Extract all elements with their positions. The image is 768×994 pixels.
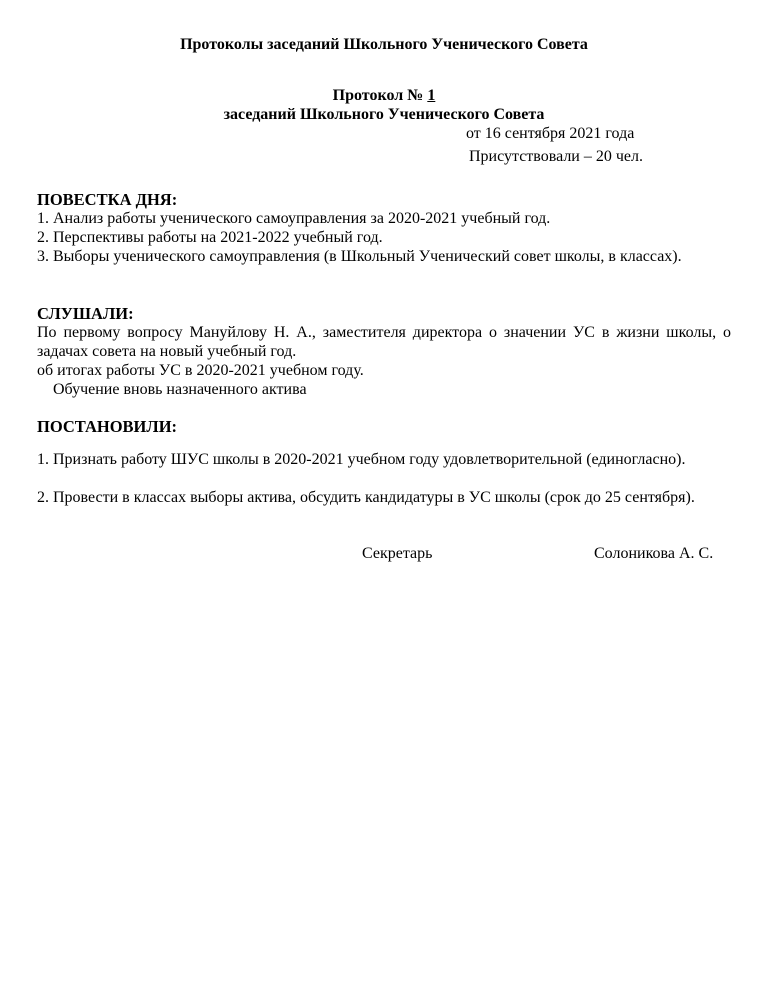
heard-paragraph: По первому вопросу Мануйлову Н. А., заместителя директора о значении УС в жизни школы, о задачах совета на новый учебный год. xyxy=(37,324,731,360)
agenda-item: 2. Перспективы работы на 2021-2022 учебный год. xyxy=(37,229,383,246)
agenda-heading: ПОВЕСТКА ДНЯ: xyxy=(37,190,178,209)
protocol-date: от 16 сентября 2021 года xyxy=(466,125,635,142)
protocol-heading xyxy=(0,86,768,105)
protocol-label: Протокол № xyxy=(332,87,424,104)
protocol-subtitle: заседаний Школьного Ученического Совета xyxy=(223,106,545,123)
resolved-heading: ПОСТАНОВИЛИ: xyxy=(37,417,178,436)
document-title: Протоколы заседаний Школьного Ученического Совета xyxy=(180,36,588,53)
agenda-item: 3. Выборы ученического самоуправления (в Школьный Ученический совет школы, в классах). xyxy=(37,248,682,265)
resolved-item: 1. Признать работу ШУС школы в 2020-2021 учебном году удовлетворительной (единогласно). xyxy=(37,451,686,468)
heard-heading: СЛУШАЛИ: xyxy=(37,304,134,323)
heard-line: об итогах работы УС в 2020-2021 учебном году. xyxy=(37,362,364,379)
agenda-item: 1. Анализ работы ученического самоуправления за 2020-2021 учебный год. xyxy=(37,210,551,227)
heard-line: Обучение вновь назначенного актива xyxy=(53,381,307,398)
resolved-item: 2. Провести в классах выборы актива, обсудить кандидатуры в УС школы (срок до 25 сентября). xyxy=(37,489,695,506)
signature-name: Солоникова А. С. xyxy=(594,545,714,562)
protocol-number: 1 xyxy=(427,87,436,104)
attendance-count: Присутствовали – 20 чел. xyxy=(469,148,643,165)
signature-role: Секретарь xyxy=(362,545,433,562)
